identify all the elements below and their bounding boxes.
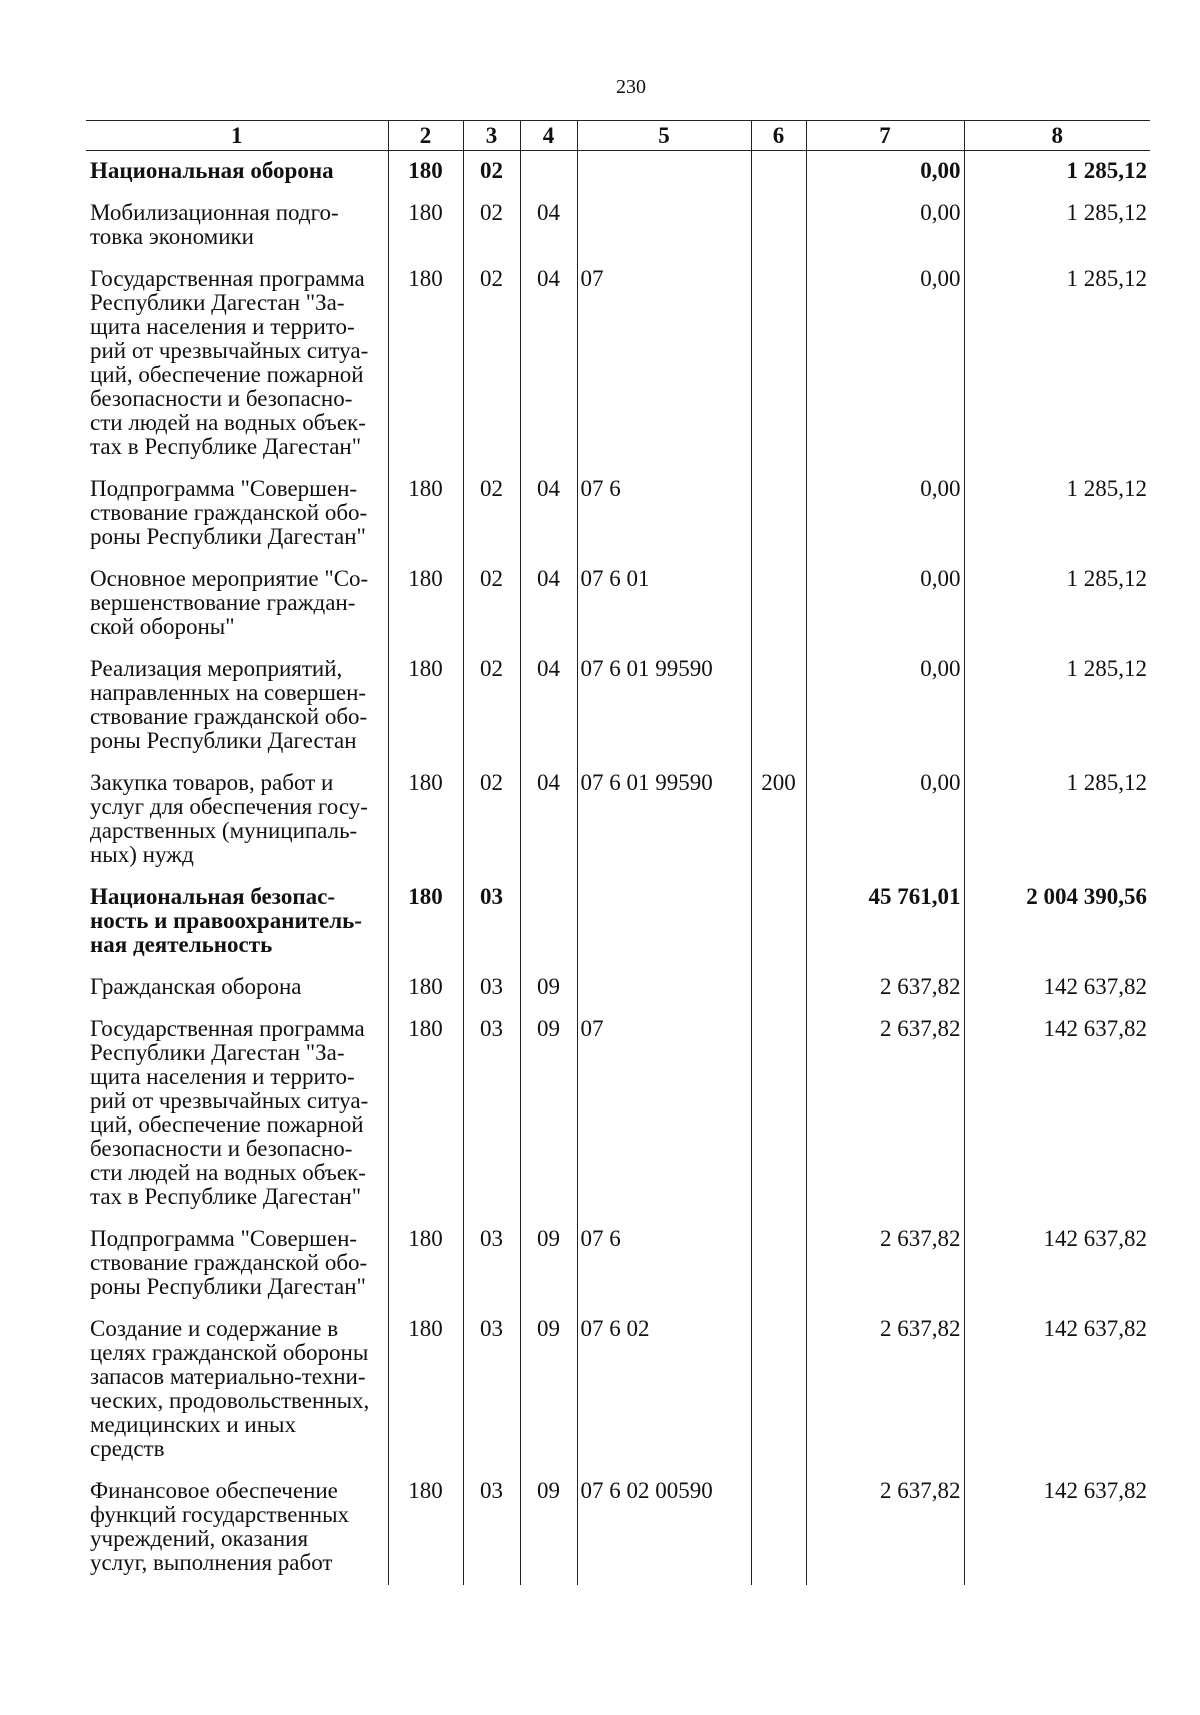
table-row: [86, 1009, 1150, 1219]
row-name: Реализация мероприятий, направленных на совершен- ствование гражданской обо- роны Республики Дагестан: [90, 656, 368, 753]
row-name: Национальная безопас- ность и правоохранитель- ная деятельность: [90, 884, 362, 957]
cell-col2: 180: [388, 763, 463, 877]
column-header-8: 8: [964, 121, 1150, 151]
cell-col4: 04: [520, 649, 577, 763]
cell-col2: 180: [388, 1219, 463, 1309]
row-name: Закупка товаров, работ и услуг для обеспечения госу- дарственных (муниципаль- ных) нужд: [90, 770, 368, 867]
cell-col3: 03: [463, 877, 520, 967]
cell-col2: 180: [388, 259, 463, 469]
cell-col3: 02: [463, 649, 520, 763]
cell-col3: 02: [463, 151, 520, 194]
cell-col5: 07 6: [577, 469, 751, 559]
cell-col3: 03: [463, 1471, 520, 1585]
cell-col4: 04: [520, 559, 577, 649]
cell-col6: [751, 1309, 806, 1471]
cell-col7: 0,00: [806, 559, 964, 649]
cell-col5: 07 6 01: [577, 559, 751, 649]
cell-col8: 1 285,12: [964, 193, 1150, 259]
cell-col8: 1 285,12: [964, 559, 1150, 649]
cell-col2: 180: [388, 967, 463, 1009]
cell-col4: 04: [520, 193, 577, 259]
cell-col3: 03: [463, 1309, 520, 1471]
column-header-2: 2: [388, 121, 463, 151]
page-number: 230: [616, 76, 646, 98]
cell-col5: [577, 193, 751, 259]
row-name: Государственная программа Республики Дагестан "За- щита населения и террито- рий от чрезвычайных ситуа- ций, обеспечение пожарной безопасности и безопасно- сти людей на водных объек- тах в Республике Дагестан": [90, 1016, 369, 1209]
cell-col4: 04: [520, 469, 577, 559]
table-row: [86, 967, 1150, 1009]
cell-col3: 02: [463, 259, 520, 469]
header-row: [86, 121, 1150, 151]
cell-col3: 03: [463, 967, 520, 1009]
row-name: Гражданская оборона: [90, 974, 302, 999]
row-name: Создание и содержание в целях гражданской обороны запасов материально-техни- ческих, продовольственных, медицинских и иных средств: [90, 1316, 370, 1461]
column-header-1: 1: [86, 121, 388, 151]
cell-col6: [751, 967, 806, 1009]
cell-col2: 180: [388, 649, 463, 763]
cell-col7: 0,00: [806, 469, 964, 559]
cell-col5: 07 6: [577, 1219, 751, 1309]
cell-col2: 180: [388, 877, 463, 967]
cell-col8: 1 285,12: [964, 469, 1150, 559]
cell-col8: 1 285,12: [964, 649, 1150, 763]
cell-col2: 180: [388, 469, 463, 559]
table-row: [86, 1309, 1150, 1471]
cell-col7: 0,00: [806, 763, 964, 877]
cell-col8: 1 285,12: [964, 151, 1150, 194]
row-name: Финансовое обеспечение функций государственных учреждений, оказания услуг, выполнения работ: [90, 1478, 350, 1575]
cell-col3: 02: [463, 763, 520, 877]
cell-col2: 180: [388, 151, 463, 194]
table-row: [86, 559, 1150, 649]
cell-col6: [751, 877, 806, 967]
cell-col7: 0,00: [806, 151, 964, 194]
table-row: [86, 151, 1150, 194]
cell-col2: 180: [388, 559, 463, 649]
cell-col2: 180: [388, 1471, 463, 1585]
row-name: Национальная оборона: [90, 158, 334, 183]
cell-col5: 07 6 01 99590: [577, 649, 751, 763]
cell-col4: 09: [520, 967, 577, 1009]
column-header-4: 4: [520, 121, 577, 151]
cell-col7: 2 637,82: [806, 1309, 964, 1471]
cell-col5: 07 6 01 99590: [577, 763, 751, 877]
cell-col4: 09: [520, 1219, 577, 1309]
cell-col6: [751, 259, 806, 469]
row-name: Подпрограмма "Совершен- ствование гражданской обо- роны Республики Дагестан": [90, 1226, 368, 1299]
cell-col4: 04: [520, 763, 577, 877]
cell-col2: 180: [388, 1009, 463, 1219]
cell-col2: 180: [388, 1309, 463, 1471]
table-row: [86, 193, 1150, 259]
cell-col3: 03: [463, 1219, 520, 1309]
table-row: [86, 877, 1150, 967]
column-header-3: 3: [463, 121, 520, 151]
cell-col3: 02: [463, 193, 520, 259]
cell-col8: 142 637,82: [964, 1309, 1150, 1471]
table-row: [86, 1471, 1150, 1585]
cell-col6: [751, 1219, 806, 1309]
cell-col5: [577, 151, 751, 194]
cell-col7: 0,00: [806, 259, 964, 469]
cell-col5: 07: [577, 1009, 751, 1219]
cell-col8: 1 285,12: [964, 259, 1150, 469]
cell-col7: 2 637,82: [806, 1009, 964, 1219]
cell-col4: 09: [520, 1309, 577, 1471]
table-row: [86, 469, 1150, 559]
cell-col7: 0,00: [806, 649, 964, 763]
row-name: Основное мероприятие "Со- вершенствование граждан- ской обороны": [90, 566, 369, 639]
table-row: [86, 259, 1150, 469]
cell-col7: 45 761,01: [806, 877, 964, 967]
cell-col4: 09: [520, 1471, 577, 1585]
cell-col6: [751, 151, 806, 194]
cell-col8: 1 285,12: [964, 763, 1150, 877]
column-header-7: 7: [806, 121, 964, 151]
cell-col8: 142 637,82: [964, 1471, 1150, 1585]
cell-col4: [520, 151, 577, 194]
cell-col4: 04: [520, 259, 577, 469]
cell-col8: 142 637,82: [964, 1009, 1150, 1219]
cell-col3: 02: [463, 469, 520, 559]
cell-col5: 07 6 02 00590: [577, 1471, 751, 1585]
cell-col8: 142 637,82: [964, 1219, 1150, 1309]
cell-col6: [751, 1009, 806, 1219]
cell-col6: [751, 1471, 806, 1585]
row-name: Подпрограмма "Совершен- ствование гражданской обо- роны Республики Дагестан": [90, 476, 368, 549]
table-row: [86, 649, 1150, 763]
cell-col6: [751, 649, 806, 763]
column-header-6: 6: [751, 121, 806, 151]
cell-col4: 09: [520, 1009, 577, 1219]
cell-col6: [751, 193, 806, 259]
row-name: Государственная программа Республики Дагестан "За- щита населения и террито- рий от чрезвычайных ситуа- ций, обеспечение пожарной безопасности и безопасно- сти людей на водных объек- тах в Республике Дагестан": [90, 266, 369, 459]
budget-table: [86, 120, 1150, 1585]
cell-col3: 03: [463, 1009, 520, 1219]
cell-col8: 142 637,82: [964, 967, 1150, 1009]
cell-col4: [520, 877, 577, 967]
cell-col6: 200: [751, 763, 806, 877]
cell-col5: 07: [577, 259, 751, 469]
cell-col6: [751, 559, 806, 649]
cell-col6: [751, 469, 806, 559]
table-row: [86, 1219, 1150, 1309]
cell-col7: 2 637,82: [806, 1219, 964, 1309]
row-name: Мобилизационная подго- товка экономики: [90, 200, 339, 249]
column-header-5: 5: [577, 121, 751, 151]
cell-col7: 2 637,82: [806, 1471, 964, 1585]
cell-col7: 0,00: [806, 193, 964, 259]
cell-col5: 07 6 02: [577, 1309, 751, 1471]
cell-col5: [577, 877, 751, 967]
cell-col8: 2 004 390,56: [964, 877, 1150, 967]
cell-col3: 02: [463, 559, 520, 649]
cell-col5: [577, 967, 751, 1009]
table-row: [86, 763, 1150, 877]
cell-col2: 180: [388, 193, 463, 259]
cell-col7: 2 637,82: [806, 967, 964, 1009]
